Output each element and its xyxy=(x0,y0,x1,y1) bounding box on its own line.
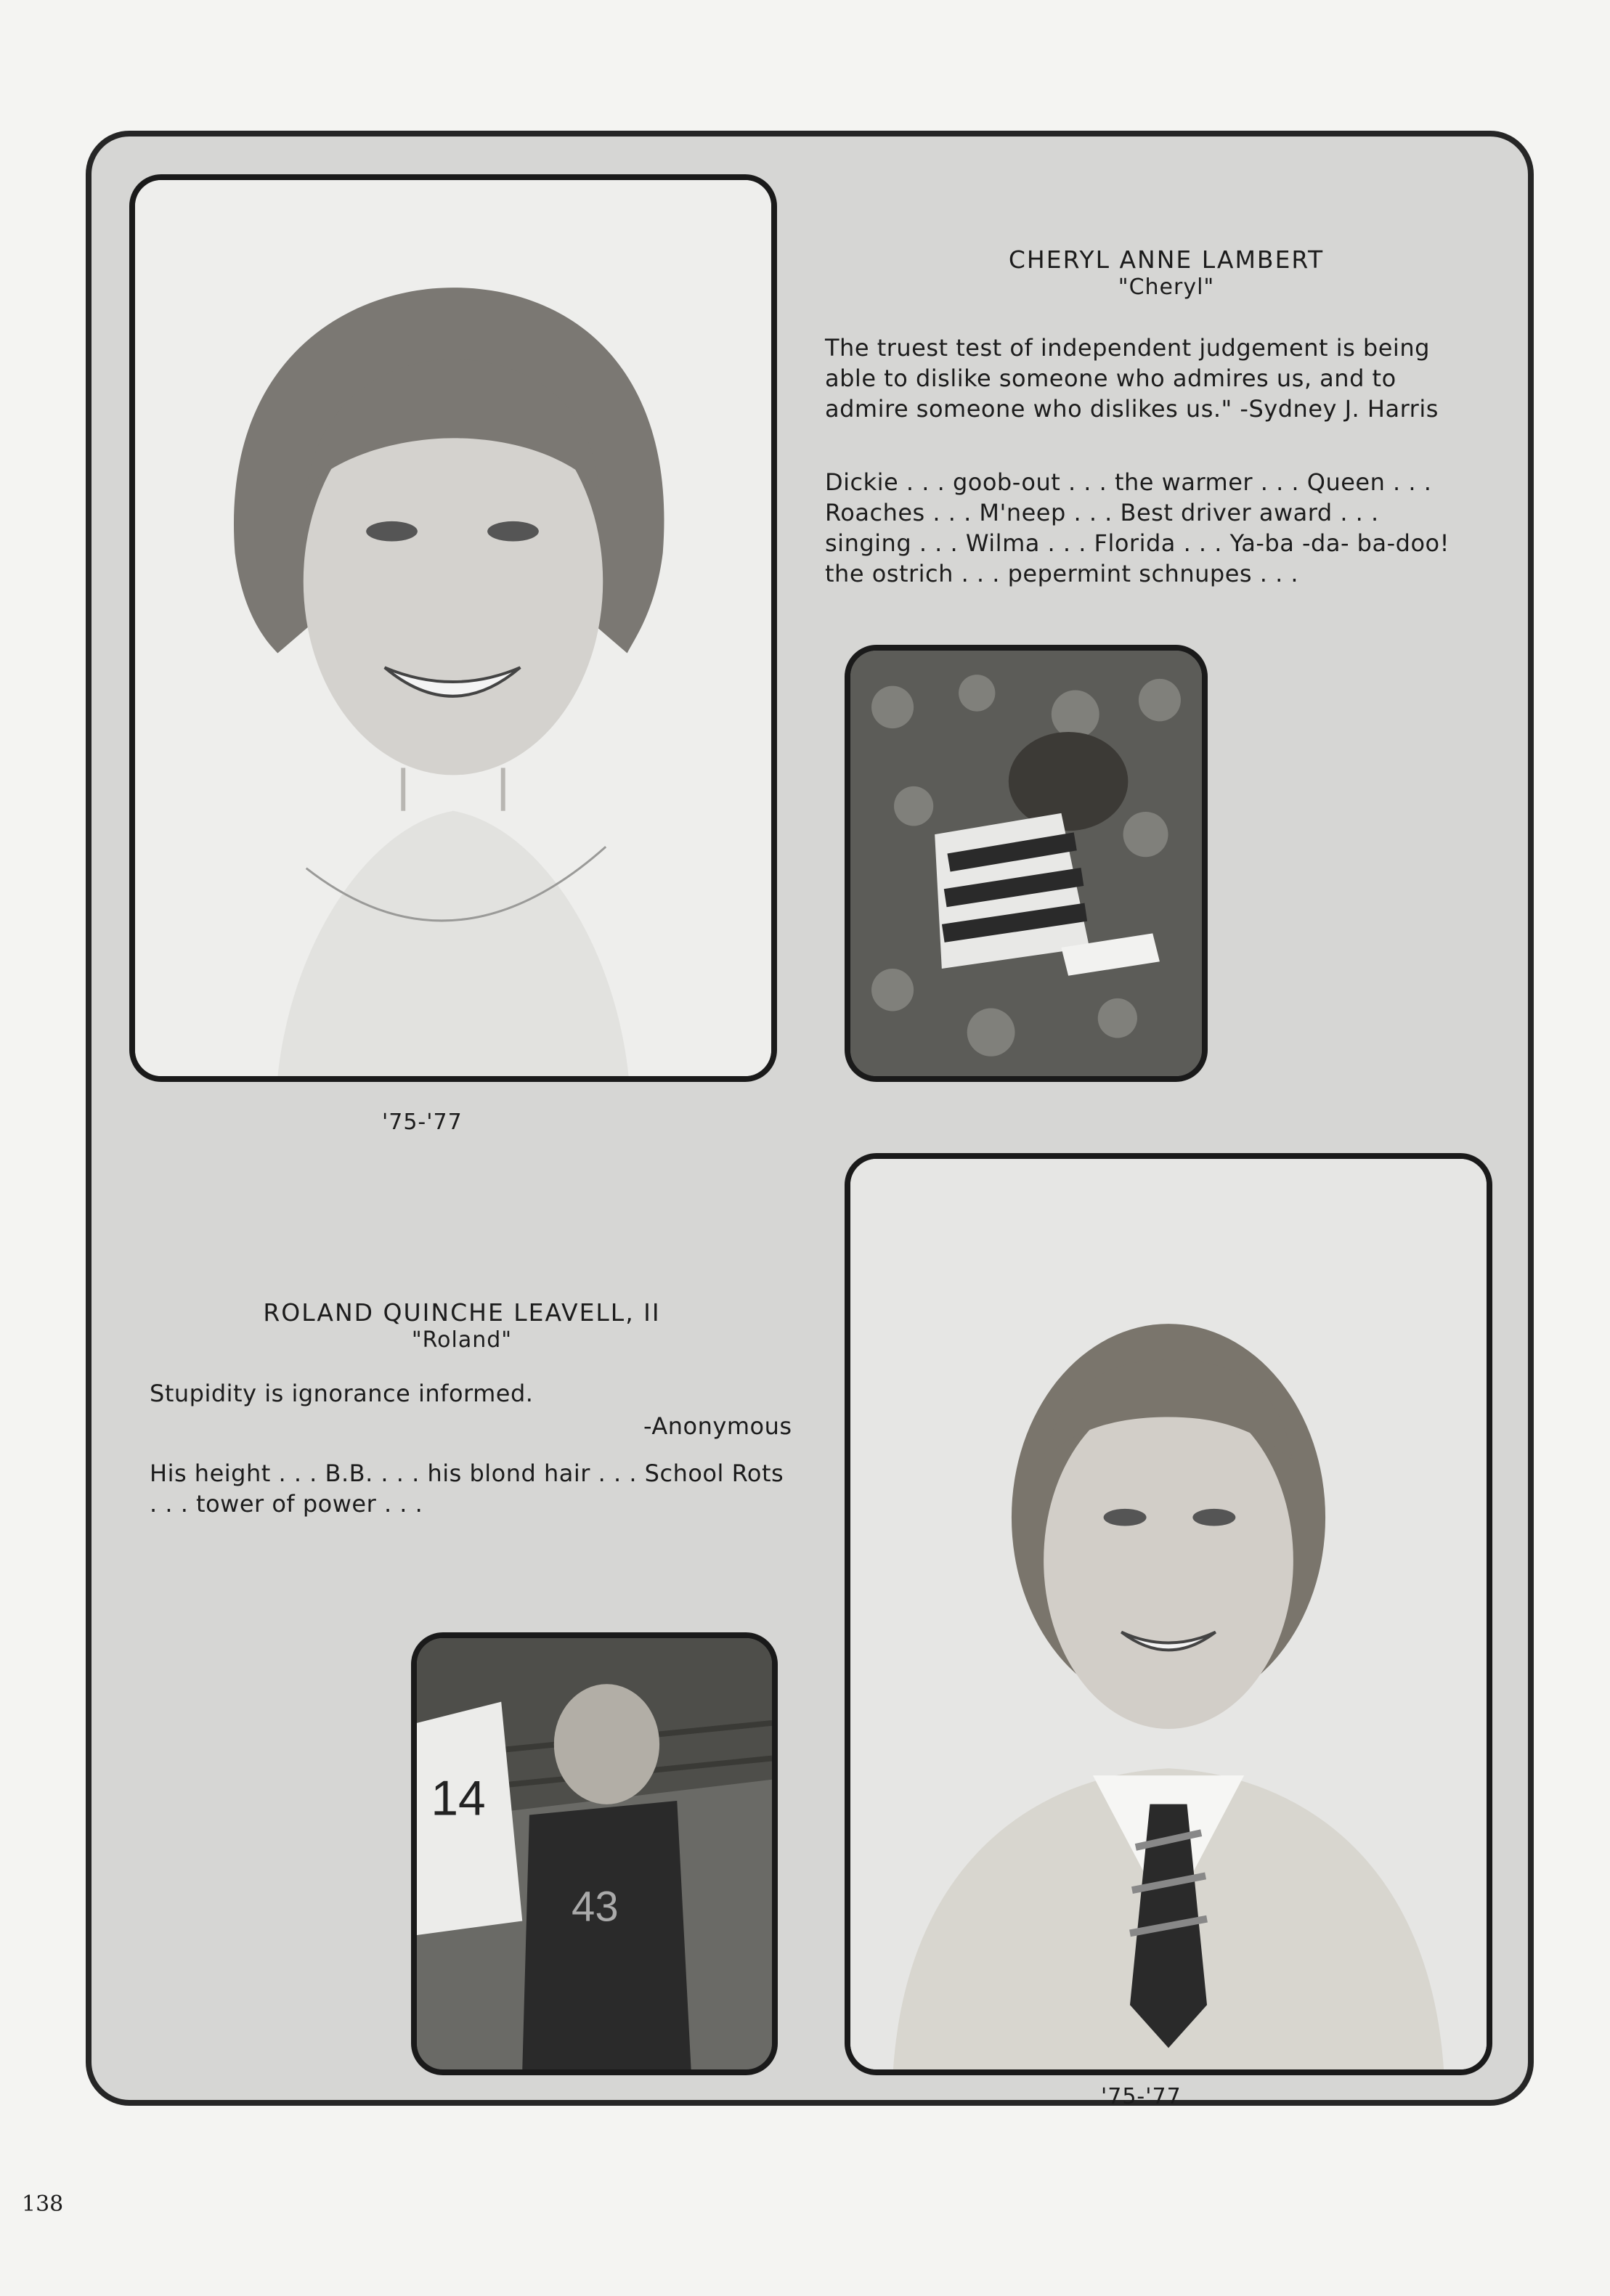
cheryl-name: CHERYL ANNE LAMBERT xyxy=(1008,245,1325,274)
svg-text:14: 14 xyxy=(431,1770,486,1826)
roland-quote: Stupidity is ignorance informed. xyxy=(150,1380,534,1407)
roland-candid-photo xyxy=(411,1632,778,2075)
cheryl-years: '75-'77 xyxy=(382,1110,463,1135)
portrait-icon xyxy=(135,180,771,1076)
basketball-icon xyxy=(417,1638,772,2069)
cheryl-quote: The truest test of independent judgement is being able to dislike someone who admires us, and to admire someone who dislikes us." -Sydney J. Harris xyxy=(825,334,1439,423)
cheryl-candid-photo xyxy=(845,645,1208,1082)
cheryl-portrait-photo xyxy=(129,174,777,1082)
cheryl-memories: Dickie . . . goob-out . . . the warmer . . . Queen . . . Roaches . . . M'neep . . . Best driver award . . . singing . . . Wilma . . . Florida . . . Ya-ba -da- ba-doo! the ostrich . . . pepermint schnupes . . . xyxy=(825,468,1450,587)
roland-years: '75-'77 xyxy=(1101,2084,1182,2109)
roland-portrait-photo xyxy=(845,1153,1492,2075)
yearbook-panel xyxy=(86,131,1534,2109)
candid-icon xyxy=(850,651,1202,1076)
roland-quote-attribution: -Anonymous xyxy=(643,1412,792,1440)
roland-name: ROLAND QUINCHE LEAVELL, II xyxy=(263,1298,661,1327)
cheryl-nickname: "Cheryl" xyxy=(1118,274,1215,300)
page-number: 138 xyxy=(22,2191,64,2217)
roland-nickname: "Roland" xyxy=(411,1327,513,1353)
portrait-icon xyxy=(850,1159,1487,2069)
roland-memories: His height . . . B.B. . . . his blond hair . . . School Rots . . . tower of power . . . xyxy=(150,1460,784,1518)
svg-text:43: 43 xyxy=(572,1883,619,1931)
